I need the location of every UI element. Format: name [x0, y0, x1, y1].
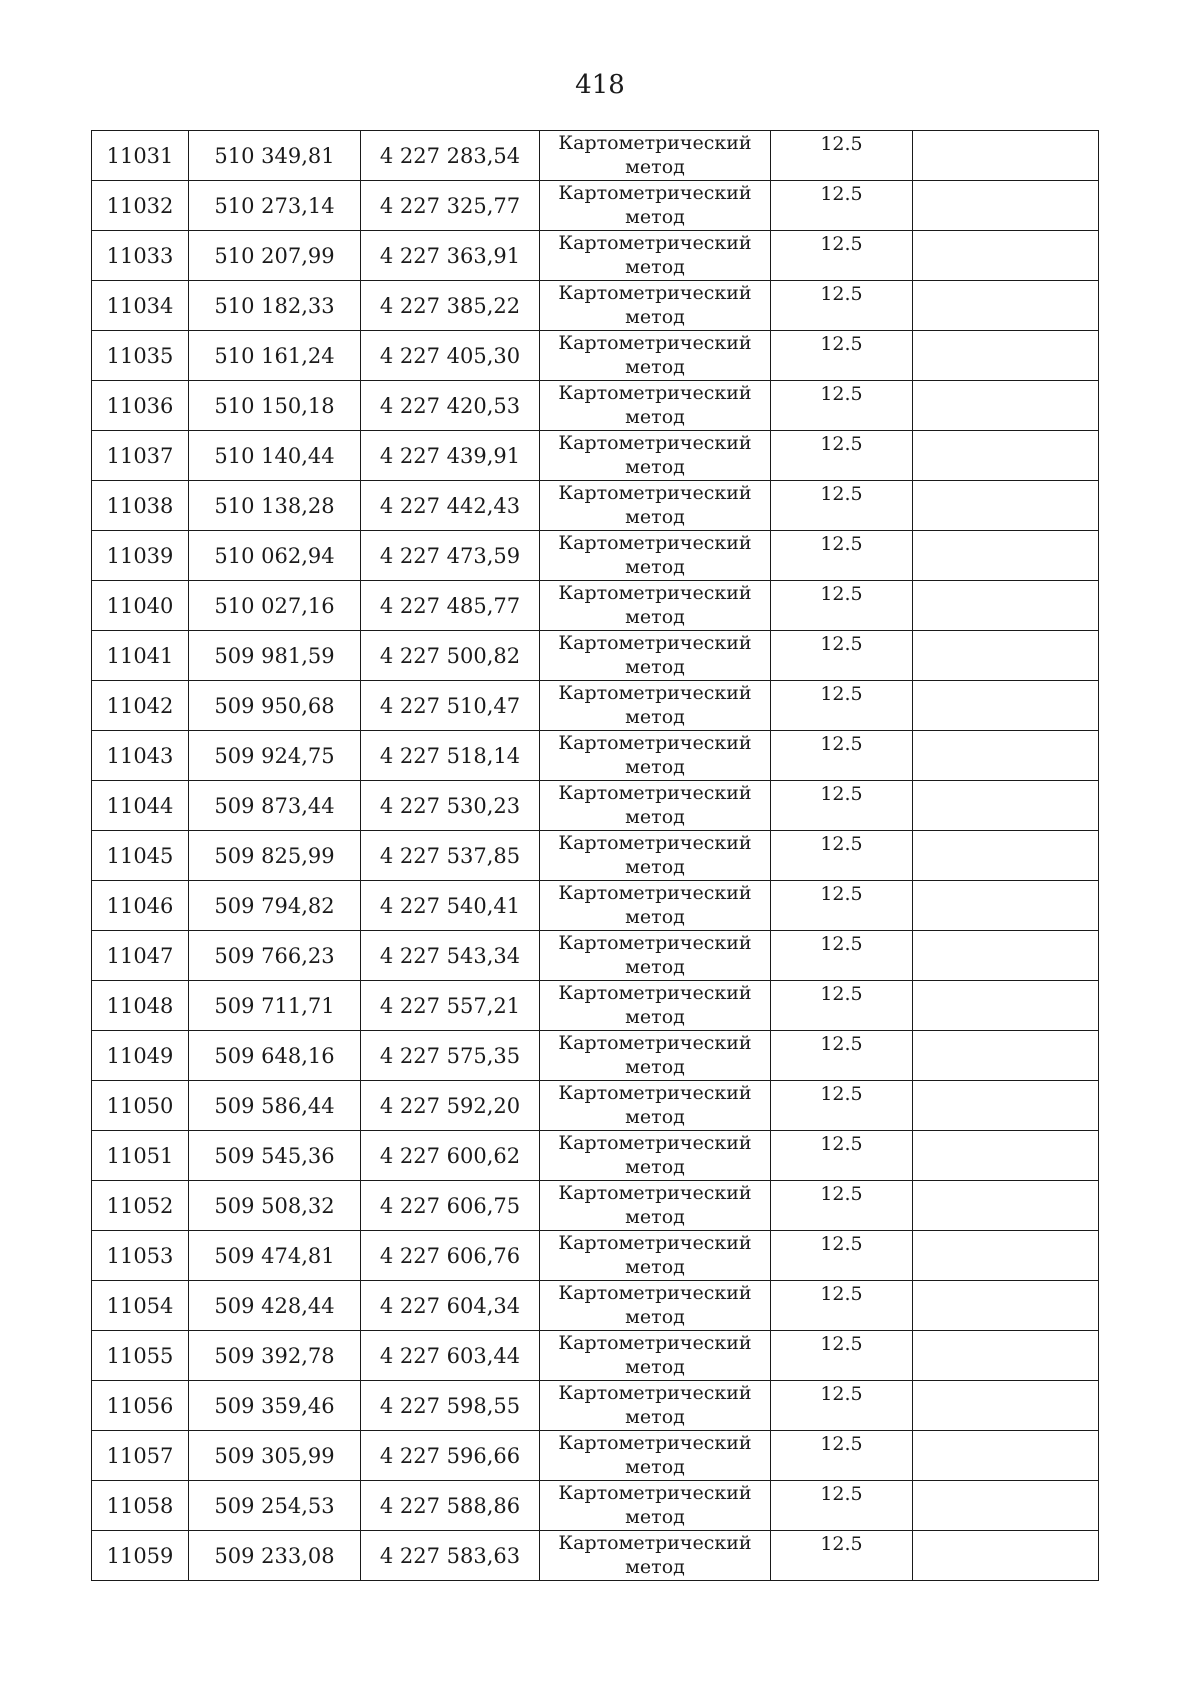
y-coordinate-cell: 4 227 540,41: [361, 881, 540, 931]
y-coordinate-cell: 4 227 606,75: [361, 1181, 540, 1231]
table-row: [92, 231, 1099, 281]
accuracy-cell: 12.5: [771, 281, 913, 331]
y-coordinate-cell: 4 227 473,59: [361, 531, 540, 581]
y-coordinate-cell: 4 227 557,21: [361, 981, 540, 1031]
method-cell: [540, 781, 771, 831]
method-line1: Картометрический: [558, 1132, 752, 1154]
x-coordinate-cell: 509 648,16: [189, 1031, 361, 1081]
x-coordinate-cell: 510 150,18: [189, 381, 361, 431]
y-coordinate-cell: 4 227 543,34: [361, 931, 540, 981]
accuracy-cell: 12.5: [771, 1431, 913, 1481]
x-coordinate-cell: 510 161,24: [189, 331, 361, 381]
point-id-cell: 11053: [92, 1231, 189, 1281]
method-line2: метод: [625, 1456, 685, 1478]
method-line1: Картометрический: [558, 1032, 752, 1054]
method-line1: Картометрический: [558, 282, 752, 304]
table-row: [92, 931, 1099, 981]
x-coordinate-cell: 509 766,23: [189, 931, 361, 981]
method-line2: метод: [625, 206, 685, 228]
method-line1: Картометрический: [558, 1282, 752, 1304]
table-row: [92, 681, 1099, 731]
table-row: [92, 431, 1099, 481]
accuracy-cell: 12.5: [771, 681, 913, 731]
x-coordinate-cell: 510 140,44: [189, 431, 361, 481]
y-coordinate-cell: 4 227 405,30: [361, 331, 540, 381]
point-id-cell: 11037: [92, 431, 189, 481]
method-line1: Картометрический: [558, 782, 752, 804]
method-line1: Картометрический: [558, 882, 752, 904]
method-cell: [540, 631, 771, 681]
method-line1: Картометрический: [558, 1182, 752, 1204]
table-row: [92, 881, 1099, 931]
method-cell: [540, 331, 771, 381]
accuracy-cell: 12.5: [771, 931, 913, 981]
y-coordinate-cell: 4 227 363,91: [361, 231, 540, 281]
method-cell: [540, 1481, 771, 1531]
method-line1: Картометрический: [558, 1382, 752, 1404]
table-row: [92, 1281, 1099, 1331]
y-coordinate-cell: 4 227 603,44: [361, 1331, 540, 1381]
x-coordinate-cell: 509 981,59: [189, 631, 361, 681]
method-line1: Картометрический: [558, 432, 752, 454]
method-cell: [540, 431, 771, 481]
method-line2: метод: [625, 856, 685, 878]
table-row: [92, 131, 1099, 181]
method-cell: [540, 181, 771, 231]
point-id-cell: 11054: [92, 1281, 189, 1331]
accuracy-cell: 12.5: [771, 481, 913, 531]
method-line1: Картометрический: [558, 332, 752, 354]
page-number: 418: [575, 70, 625, 100]
y-coordinate-cell: 4 227 600,62: [361, 1131, 540, 1181]
accuracy-cell: 12.5: [771, 131, 913, 181]
table-row: [92, 331, 1099, 381]
method-cell: [540, 1381, 771, 1431]
table-row: [92, 281, 1099, 331]
accuracy-cell: 12.5: [771, 1281, 913, 1331]
accuracy-cell: 12.5: [771, 1481, 913, 1531]
table-row: [92, 381, 1099, 431]
accuracy-cell: 12.5: [771, 181, 913, 231]
note-cell: [913, 1431, 1099, 1481]
y-coordinate-cell: 4 227 500,82: [361, 631, 540, 681]
point-id-cell: 11042: [92, 681, 189, 731]
note-cell: [913, 231, 1099, 281]
coordinates-table: [91, 130, 1099, 1581]
method-line2: метод: [625, 1056, 685, 1078]
accuracy-cell: 12.5: [771, 631, 913, 681]
method-cell: [540, 1081, 771, 1131]
method-cell: [540, 1131, 771, 1181]
accuracy-cell: 12.5: [771, 781, 913, 831]
point-id-cell: 11033: [92, 231, 189, 281]
accuracy-cell: 12.5: [771, 1081, 913, 1131]
method-line2: метод: [625, 706, 685, 728]
method-line2: метод: [625, 1356, 685, 1378]
note-cell: [913, 1231, 1099, 1281]
method-line1: Картометрический: [558, 1532, 752, 1554]
note-cell: [913, 181, 1099, 231]
note-cell: [913, 131, 1099, 181]
method-line1: Картометрический: [558, 682, 752, 704]
x-coordinate-cell: 509 233,08: [189, 1531, 361, 1581]
point-id-cell: 11045: [92, 831, 189, 881]
table-row: [92, 1231, 1099, 1281]
method-line1: Картометрический: [558, 1082, 752, 1104]
x-coordinate-cell: 509 711,71: [189, 981, 361, 1031]
point-id-cell: 11040: [92, 581, 189, 631]
y-coordinate-cell: 4 227 439,91: [361, 431, 540, 481]
method-line1: Картометрический: [558, 982, 752, 1004]
x-coordinate-cell: 509 924,75: [189, 731, 361, 781]
note-cell: [913, 681, 1099, 731]
note-cell: [913, 1281, 1099, 1331]
method-line2: метод: [625, 1506, 685, 1528]
table-row: [92, 781, 1099, 831]
x-coordinate-cell: 509 825,99: [189, 831, 361, 881]
table-row: [92, 481, 1099, 531]
note-cell: [913, 1131, 1099, 1181]
y-coordinate-cell: 4 227 485,77: [361, 581, 540, 631]
y-coordinate-cell: 4 227 598,55: [361, 1381, 540, 1431]
point-id-cell: 11043: [92, 731, 189, 781]
point-id-cell: 11050: [92, 1081, 189, 1131]
y-coordinate-cell: 4 227 442,43: [361, 481, 540, 531]
method-line2: метод: [625, 806, 685, 828]
x-coordinate-cell: 509 873,44: [189, 781, 361, 831]
method-line1: Картометрический: [558, 1232, 752, 1254]
method-line1: Картометрический: [558, 732, 752, 754]
table-row: [92, 1181, 1099, 1231]
point-id-cell: 11032: [92, 181, 189, 231]
point-id-cell: 11056: [92, 1381, 189, 1431]
method-line2: метод: [625, 156, 685, 178]
accuracy-cell: 12.5: [771, 1381, 913, 1431]
x-coordinate-cell: 510 027,16: [189, 581, 361, 631]
table-row: [92, 581, 1099, 631]
x-coordinate-cell: 510 138,28: [189, 481, 361, 531]
note-cell: [913, 1381, 1099, 1431]
table-row: [92, 1531, 1099, 1581]
y-coordinate-cell: 4 227 518,14: [361, 731, 540, 781]
point-id-cell: 11044: [92, 781, 189, 831]
note-cell: [913, 631, 1099, 681]
table-row: [92, 1131, 1099, 1181]
method-line2: метод: [625, 256, 685, 278]
table-row: [92, 631, 1099, 681]
method-line2: метод: [625, 506, 685, 528]
point-id-cell: 11059: [92, 1531, 189, 1581]
method-line1: Картометрический: [558, 832, 752, 854]
method-line1: Картометрический: [558, 1432, 752, 1454]
y-coordinate-cell: 4 227 583,63: [361, 1531, 540, 1581]
method-line2: метод: [625, 356, 685, 378]
table-row: [92, 1331, 1099, 1381]
note-cell: [913, 981, 1099, 1031]
method-line2: метод: [625, 1206, 685, 1228]
x-coordinate-cell: 510 062,94: [189, 531, 361, 581]
x-coordinate-cell: 509 586,44: [189, 1081, 361, 1131]
point-id-cell: 11052: [92, 1181, 189, 1231]
point-id-cell: 11047: [92, 931, 189, 981]
method-cell: [540, 1181, 771, 1231]
method-line1: Картометрический: [558, 582, 752, 604]
y-coordinate-cell: 4 227 325,77: [361, 181, 540, 231]
note-cell: [913, 1531, 1099, 1581]
x-coordinate-cell: 509 950,68: [189, 681, 361, 731]
method-line1: Картометрический: [558, 182, 752, 204]
x-coordinate-cell: 509 545,36: [189, 1131, 361, 1181]
method-line2: метод: [625, 606, 685, 628]
table-row: [92, 831, 1099, 881]
method-line2: метод: [625, 656, 685, 678]
note-cell: [913, 931, 1099, 981]
note-cell: [913, 331, 1099, 381]
method-cell: [540, 1031, 771, 1081]
method-line1: Картометрический: [558, 1332, 752, 1354]
accuracy-cell: 12.5: [771, 1331, 913, 1381]
method-line2: метод: [625, 556, 685, 578]
method-cell: [540, 581, 771, 631]
note-cell: [913, 531, 1099, 581]
method-line2: метод: [625, 1556, 685, 1578]
y-coordinate-cell: 4 227 592,20: [361, 1081, 540, 1131]
accuracy-cell: 12.5: [771, 581, 913, 631]
table-row: [92, 1431, 1099, 1481]
note-cell: [913, 831, 1099, 881]
method-line1: Картометрический: [558, 382, 752, 404]
accuracy-cell: 12.5: [771, 1531, 913, 1581]
method-line2: метод: [625, 1306, 685, 1328]
note-cell: [913, 281, 1099, 331]
method-line2: метод: [625, 1006, 685, 1028]
method-cell: [540, 1531, 771, 1581]
method-cell: [540, 1231, 771, 1281]
point-id-cell: 11035: [92, 331, 189, 381]
accuracy-cell: 12.5: [771, 731, 913, 781]
accuracy-cell: 12.5: [771, 831, 913, 881]
point-id-cell: 11039: [92, 531, 189, 581]
table-row: [92, 981, 1099, 1031]
y-coordinate-cell: 4 227 604,34: [361, 1281, 540, 1331]
method-line2: метод: [625, 1156, 685, 1178]
point-id-cell: 11057: [92, 1431, 189, 1481]
method-line2: метод: [625, 306, 685, 328]
note-cell: [913, 781, 1099, 831]
method-line1: Картометрический: [558, 932, 752, 954]
method-line1: Картометрический: [558, 632, 752, 654]
method-line1: Картометрический: [558, 1482, 752, 1504]
method-line2: метод: [625, 1106, 685, 1128]
x-coordinate-cell: 509 794,82: [189, 881, 361, 931]
accuracy-cell: 12.5: [771, 231, 913, 281]
note-cell: [913, 1481, 1099, 1531]
method-line2: метод: [625, 1406, 685, 1428]
point-id-cell: 11034: [92, 281, 189, 331]
accuracy-cell: 12.5: [771, 1131, 913, 1181]
note-cell: [913, 381, 1099, 431]
method-line1: Картометрический: [558, 132, 752, 154]
method-line2: метод: [625, 406, 685, 428]
method-cell: [540, 131, 771, 181]
method-cell: [540, 1331, 771, 1381]
table-row: [92, 1381, 1099, 1431]
method-line2: метод: [625, 456, 685, 478]
y-coordinate-cell: 4 227 596,66: [361, 1431, 540, 1481]
y-coordinate-cell: 4 227 530,23: [361, 781, 540, 831]
point-id-cell: 11048: [92, 981, 189, 1031]
table-row: [92, 1031, 1099, 1081]
method-cell: [540, 381, 771, 431]
method-line1: Картометрический: [558, 232, 752, 254]
y-coordinate-cell: 4 227 575,35: [361, 1031, 540, 1081]
accuracy-cell: 12.5: [771, 381, 913, 431]
note-cell: [913, 1331, 1099, 1381]
accuracy-cell: 12.5: [771, 531, 913, 581]
note-cell: [913, 431, 1099, 481]
x-coordinate-cell: 510 207,99: [189, 231, 361, 281]
x-coordinate-cell: 510 349,81: [189, 131, 361, 181]
method-line2: метод: [625, 956, 685, 978]
point-id-cell: 11046: [92, 881, 189, 931]
table-row: [92, 731, 1099, 781]
point-id-cell: 11055: [92, 1331, 189, 1381]
y-coordinate-cell: 4 227 283,54: [361, 131, 540, 181]
y-coordinate-cell: 4 227 588,86: [361, 1481, 540, 1531]
accuracy-cell: 12.5: [771, 331, 913, 381]
method-cell: [540, 1431, 771, 1481]
note-cell: [913, 1031, 1099, 1081]
table-row: [92, 181, 1099, 231]
method-cell: [540, 531, 771, 581]
y-coordinate-cell: 4 227 537,85: [361, 831, 540, 881]
note-cell: [913, 481, 1099, 531]
x-coordinate-cell: 509 359,46: [189, 1381, 361, 1431]
note-cell: [913, 581, 1099, 631]
x-coordinate-cell: 510 182,33: [189, 281, 361, 331]
method-cell: [540, 981, 771, 1031]
y-coordinate-cell: 4 227 385,22: [361, 281, 540, 331]
method-line1: Картометрический: [558, 532, 752, 554]
note-cell: [913, 881, 1099, 931]
y-coordinate-cell: 4 227 510,47: [361, 681, 540, 731]
method-cell: [540, 931, 771, 981]
x-coordinate-cell: 509 508,32: [189, 1181, 361, 1231]
note-cell: [913, 1181, 1099, 1231]
point-id-cell: 11049: [92, 1031, 189, 1081]
x-coordinate-cell: 509 254,53: [189, 1481, 361, 1531]
method-cell: [540, 1281, 771, 1331]
method-line1: Картометрический: [558, 482, 752, 504]
accuracy-cell: 12.5: [771, 1031, 913, 1081]
table-row: [92, 1481, 1099, 1531]
accuracy-cell: 12.5: [771, 981, 913, 1031]
method-cell: [540, 681, 771, 731]
note-cell: [913, 731, 1099, 781]
x-coordinate-cell: 509 428,44: [189, 1281, 361, 1331]
point-id-cell: 11041: [92, 631, 189, 681]
method-cell: [540, 231, 771, 281]
method-cell: [540, 281, 771, 331]
method-line2: метод: [625, 906, 685, 928]
x-coordinate-cell: 510 273,14: [189, 181, 361, 231]
point-id-cell: 11058: [92, 1481, 189, 1531]
point-id-cell: 11038: [92, 481, 189, 531]
accuracy-cell: 12.5: [771, 881, 913, 931]
point-id-cell: 11036: [92, 381, 189, 431]
table-row: [92, 1081, 1099, 1131]
method-line2: метод: [625, 1256, 685, 1278]
note-cell: [913, 1081, 1099, 1131]
table-body: [92, 131, 1099, 1581]
x-coordinate-cell: 509 305,99: [189, 1431, 361, 1481]
method-cell: [540, 831, 771, 881]
accuracy-cell: 12.5: [771, 1231, 913, 1281]
method-cell: [540, 731, 771, 781]
accuracy-cell: 12.5: [771, 431, 913, 481]
x-coordinate-cell: 509 474,81: [189, 1231, 361, 1281]
y-coordinate-cell: 4 227 606,76: [361, 1231, 540, 1281]
y-coordinate-cell: 4 227 420,53: [361, 381, 540, 431]
accuracy-cell: 12.5: [771, 1181, 913, 1231]
method-line2: метод: [625, 756, 685, 778]
method-cell: [540, 481, 771, 531]
method-cell: [540, 881, 771, 931]
point-id-cell: 11031: [92, 131, 189, 181]
x-coordinate-cell: 509 392,78: [189, 1331, 361, 1381]
point-id-cell: 11051: [92, 1131, 189, 1181]
table-row: [92, 531, 1099, 581]
